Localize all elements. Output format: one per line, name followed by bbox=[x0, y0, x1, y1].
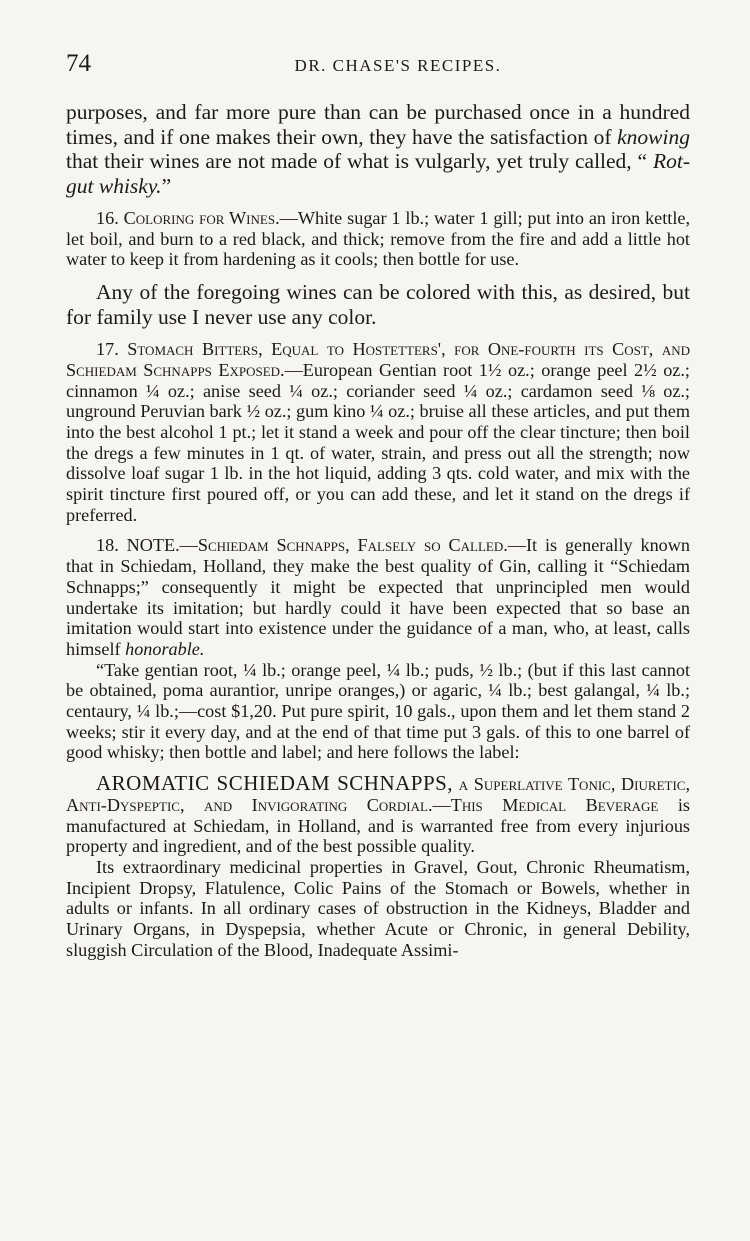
label-subtitle: a Superlative Tonic, Diuretic, Anti-Dyspeptic, and Invigorating Cordial. bbox=[66, 774, 690, 815]
recipe-title: —Schiedam Schnapps, Falsely so Called. bbox=[179, 535, 508, 556]
recipe-16-note: Any of the foregoing wines can be colored with this, as desired, but for family use I never use any color. bbox=[66, 280, 690, 329]
recipe-text: —European Gentian root 1½ oz.; orange peel 2½ oz.; cinnamon ¼ oz.; anise seed ¼ oz.; coriander seed ¼ oz.; cardamon seed ⅛ oz.; unground Peruvian bark ½ oz.; gum kino ¼ oz.; bruise all these articles, and put them into the best alcohol 1 pt.; let it stand a week and pour off the clear tincture; then boil the dregs a few minutes in 1 qt. of water, strain, and press out all the strength; now dissolve loaf sugar 1 lb. in the hot liquid, adding 3 qts. cold water, and mix with the spirit tincture first poured off, or you can add these, and let it stand on the dregs if preferred. bbox=[66, 359, 690, 525]
emphasis: Rot-gut whisky. bbox=[66, 149, 690, 198]
recipe-17 bbox=[66, 339, 690, 525]
recipe-title: Stomach Bitters, Equal to Hostetters', for One-fourth its Cost, and Schiedam Schnapps Exposed. bbox=[66, 339, 691, 380]
page-header bbox=[66, 50, 690, 82]
recipe-title: Coloring for Wines. bbox=[123, 208, 280, 228]
emphasis: honorable. bbox=[125, 638, 205, 659]
body-text bbox=[66, 100, 690, 961]
recipe-number: 18. NOTE. bbox=[96, 535, 180, 556]
recipe-text: —White sugar 1 lb.; water 1 gill; put into an iron kettle, let boil, and burn to a red black, and thick; remove from the fire and add a little hot water to keep it from hardening as it cools; then bottle for use. bbox=[66, 208, 691, 270]
label-heading: AROMATIC SCHIEDAM SCHNAPPS, bbox=[96, 771, 454, 796]
paragraph-continued bbox=[66, 100, 690, 198]
page-number: 74 bbox=[66, 50, 91, 77]
label-text bbox=[66, 773, 690, 857]
recipe-18-quote: “Take gentian root, ¼ lb.; orange peel, ¼ lb.; puds, ½ lb.; (but if this last cannot be obtained, poma aurantior, unripe oranges,) or agaric, ¼ lb.; best galangal, ¼ lb.; centaury, ¼ lb.;—cost $1,20. Put pure spirit, 10 gals., upon them and let them stand 2 weeks; stir it every day, and at the end of that time put 3 gals. of this to one barrel of good whisky; then bottle and label; and here follows the label: bbox=[66, 659, 690, 763]
text-run: ” bbox=[161, 173, 172, 198]
emphasis: knowing bbox=[617, 124, 690, 149]
label-continued: Its extraordinary medicinal properties in Gravel, Gout, Chronic Rheumatism, Incipient Dropsy, Flatulence, Colic Pains of the Stomach or Bowels, whether in adults or infants. In all ordinary cases of obstruction in the Kidneys, Bladder and Urinary Organs, in Dyspepsia, whether Acute or Chronic, in general Debility, sluggish Circulation of the Blood, Inadequate Assimi- bbox=[66, 856, 690, 960]
label-body: is manufactured at Schiedam, in Holland, and is warranted free from every injurious property and ingredient, and of the best possible quality. bbox=[66, 794, 690, 857]
recipe-text: —It is generally known that in Schiedam, Holland, they make the best quality of Gin, calling it “Schiedam Schnapps;” consequently it might be expected that unprincipled men would undertake its imitation; but hardly could it have been expected that so base an imitation would start into existence under the guidance of a man, who, at least, calls himself bbox=[66, 535, 690, 659]
recipe-number: 17. bbox=[96, 339, 128, 360]
recipe-18 bbox=[66, 535, 690, 659]
label-beverage: —This Medical Beverage bbox=[432, 794, 659, 815]
text-run: purposes, and far more pure than can be purchased once in a hundred times, and if one makes their own, they have the satisfaction of bbox=[66, 100, 690, 149]
running-head: DR. CHASE'S RECIPES. bbox=[294, 56, 502, 75]
recipe-number: 16. bbox=[96, 208, 124, 228]
text-run: that their wines are not made of what is vulgarly, yet truly called, “ bbox=[66, 149, 653, 173]
recipe-16 bbox=[66, 208, 690, 270]
